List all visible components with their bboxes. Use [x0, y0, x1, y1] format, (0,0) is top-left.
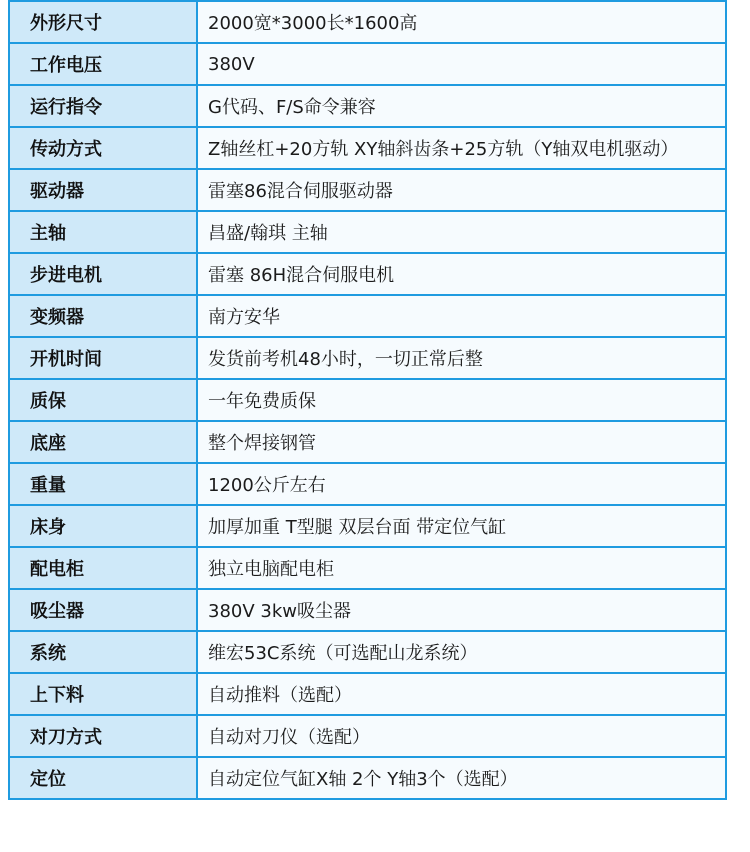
- row-label: 配电柜: [9, 547, 197, 589]
- row-value: 380V 3kw吸尘器: [197, 589, 726, 631]
- table-row: [9, 43, 726, 85]
- row-value: 独立电脑配电柜: [197, 547, 726, 589]
- row-label: 步进电机: [9, 253, 197, 295]
- row-value: 雷塞 86H混合伺服电机: [197, 253, 726, 295]
- row-value: 加厚加重 T型腿 双层台面 带定位气缸: [197, 505, 726, 547]
- row-label: 定位: [9, 757, 197, 799]
- table-row: [9, 631, 726, 673]
- table-row: [9, 127, 726, 169]
- row-label: 变频器: [9, 295, 197, 337]
- row-label: 重量: [9, 463, 197, 505]
- row-value: 1200公斤左右: [197, 463, 726, 505]
- table-row: [9, 253, 726, 295]
- table-row: [9, 715, 726, 757]
- table-row: [9, 1, 726, 43]
- table-row: [9, 211, 726, 253]
- row-label: 工作电压: [9, 43, 197, 85]
- row-label: 床身: [9, 505, 197, 547]
- row-label: 驱动器: [9, 169, 197, 211]
- table-row: [9, 547, 726, 589]
- row-value: 昌盛/翰琪 主轴: [197, 211, 726, 253]
- row-label: 对刀方式: [9, 715, 197, 757]
- row-value: 380V: [197, 43, 726, 85]
- row-label: 质保: [9, 379, 197, 421]
- row-value: 雷塞86混合伺服驱动器: [197, 169, 726, 211]
- row-label: 系统: [9, 631, 197, 673]
- table-row: [9, 85, 726, 127]
- table-row: [9, 421, 726, 463]
- row-value: G代码、F/S命令兼容: [197, 85, 726, 127]
- row-label: 上下料: [9, 673, 197, 715]
- row-value: 发货前考机48小时，一切正常后整: [197, 337, 726, 379]
- row-value: 自动定位气缸X轴 2个 Y轴3个（选配）: [197, 757, 726, 799]
- row-value: 2000宽*3000长*1600高: [197, 1, 726, 43]
- row-label: 外形尺寸: [9, 1, 197, 43]
- table-row: [9, 379, 726, 421]
- row-label: 吸尘器: [9, 589, 197, 631]
- row-label: 传动方式: [9, 127, 197, 169]
- row-value: 维宏53C系统（可选配山龙系统）: [197, 631, 726, 673]
- table-row: [9, 673, 726, 715]
- row-label: 开机时间: [9, 337, 197, 379]
- spec-table: [8, 0, 727, 800]
- row-label: 运行指令: [9, 85, 197, 127]
- row-label: 底座: [9, 421, 197, 463]
- row-value: 自动对刀仪（选配）: [197, 715, 726, 757]
- table-row: [9, 169, 726, 211]
- table-row: [9, 757, 726, 799]
- table-row: [9, 463, 726, 505]
- row-value: 南方安华: [197, 295, 726, 337]
- row-value: 自动推料（选配）: [197, 673, 726, 715]
- table-row: [9, 505, 726, 547]
- row-value: 整个焊接钢管: [197, 421, 726, 463]
- row-value: Z轴丝杠+20方轨 XY轴斜齿条+25方轨（Y轴双电机驱动）: [197, 127, 726, 169]
- table-row: [9, 589, 726, 631]
- table-row: [9, 337, 726, 379]
- table-row: [9, 295, 726, 337]
- row-value: 一年免费质保: [197, 379, 726, 421]
- row-label: 主轴: [9, 211, 197, 253]
